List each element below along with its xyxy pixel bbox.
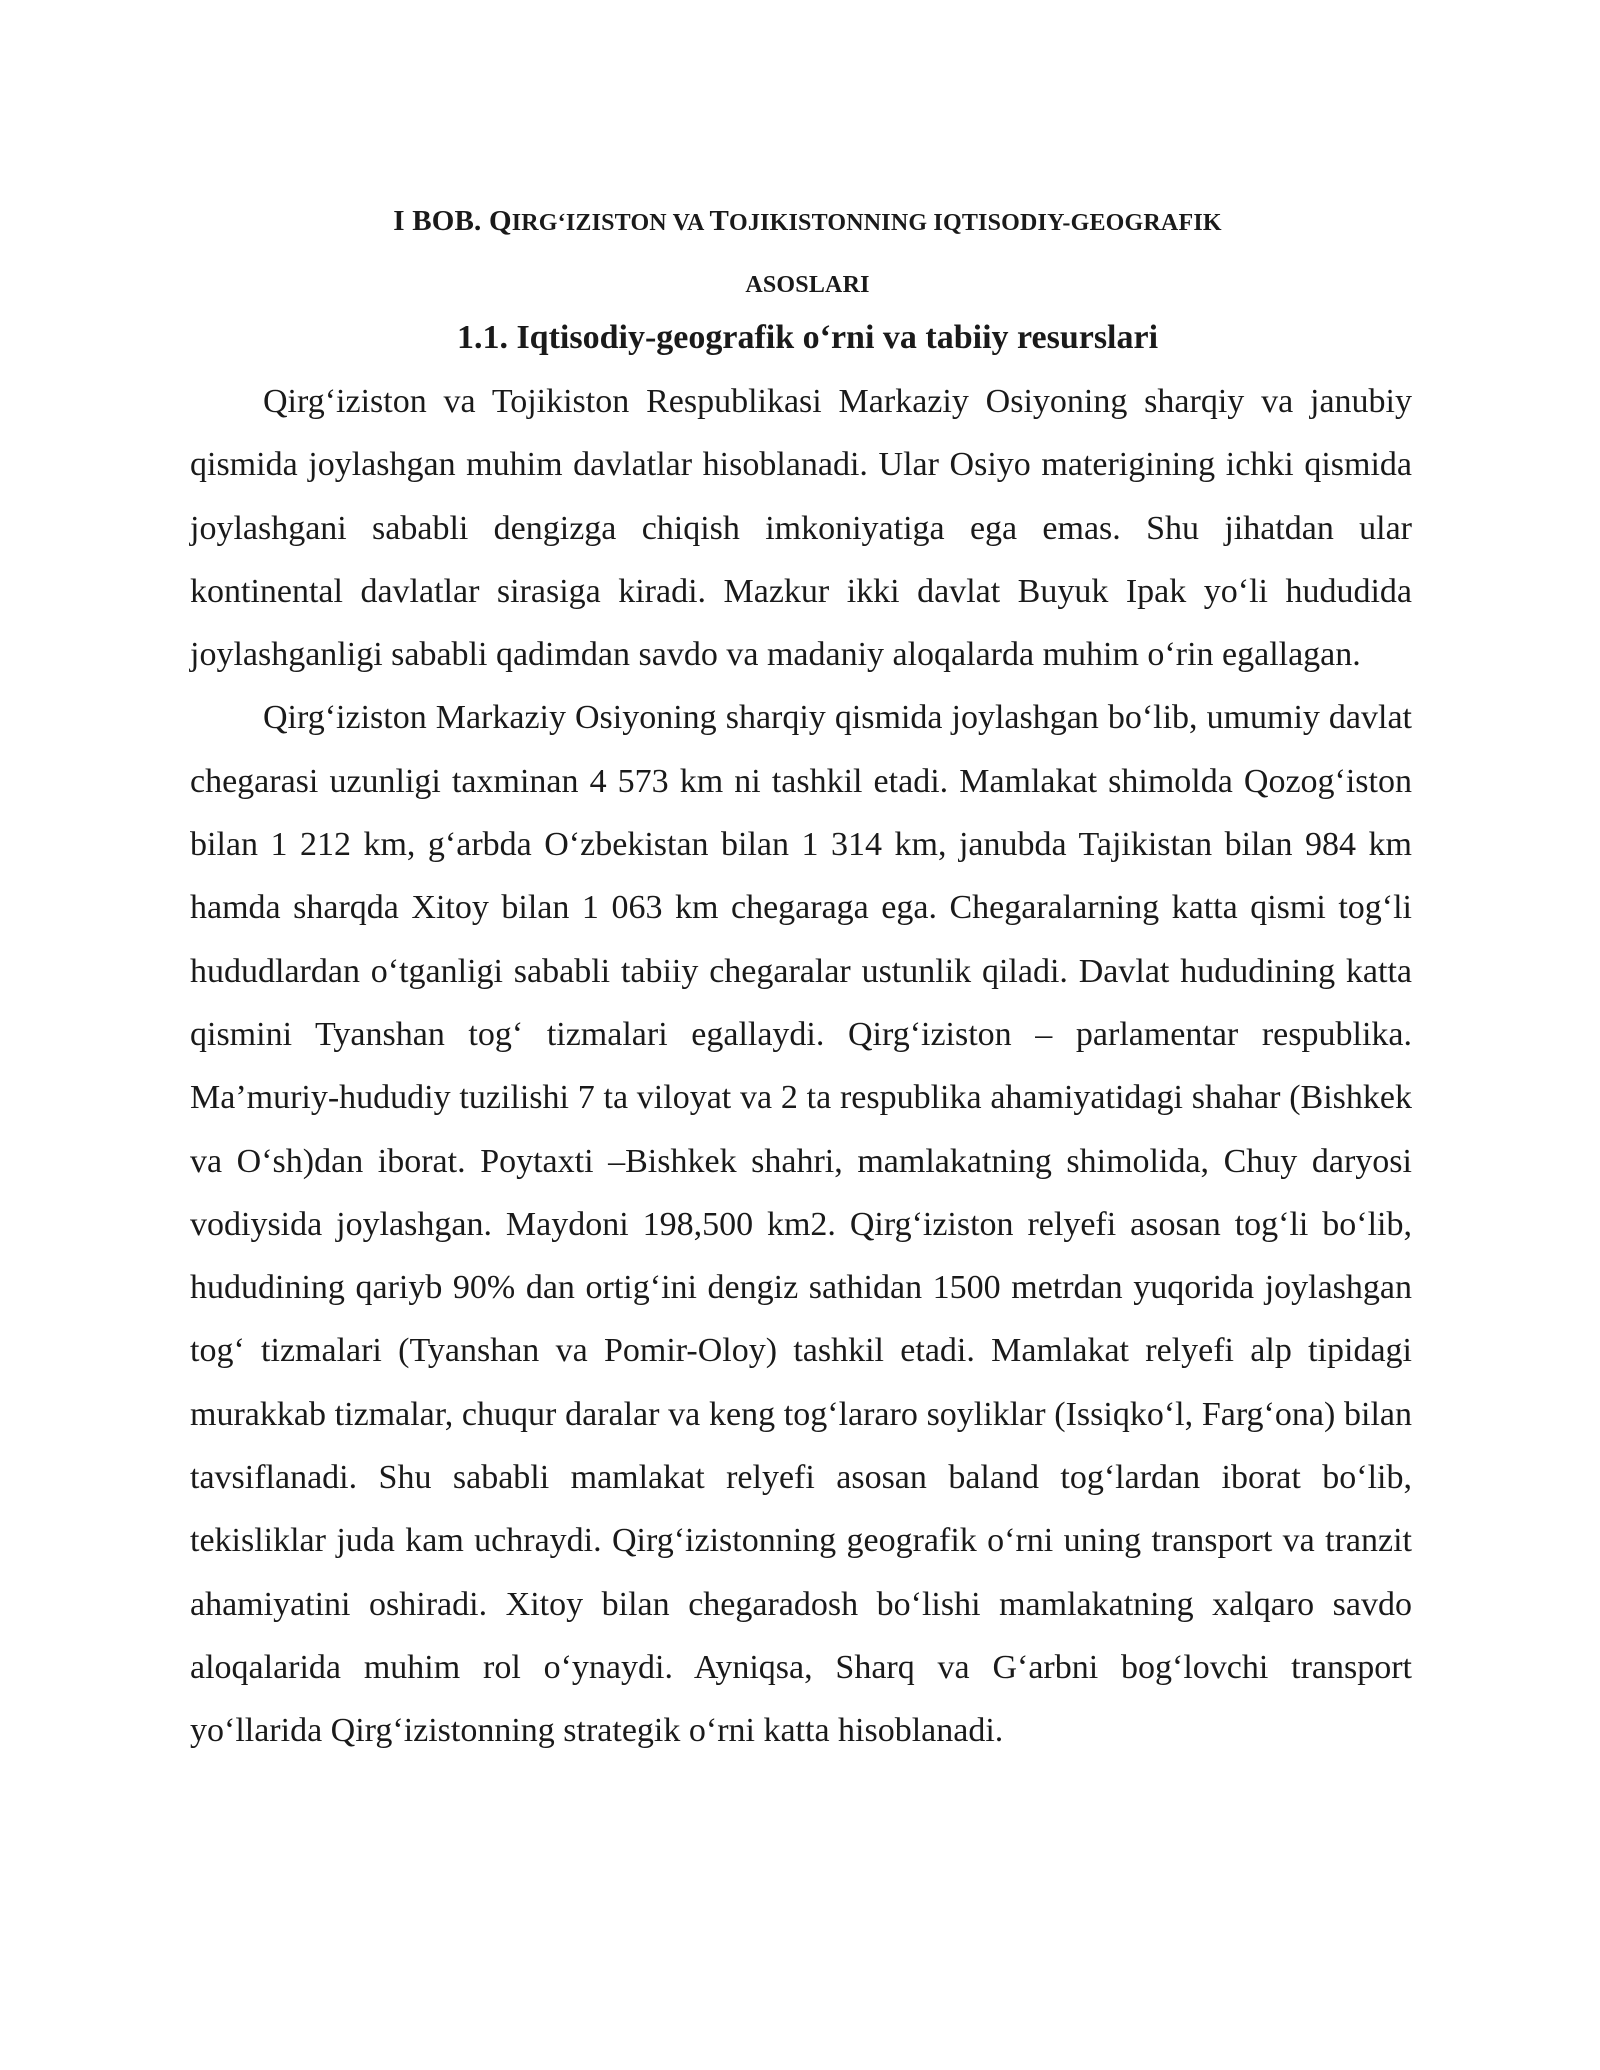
chapter-title-t: T: [709, 205, 730, 237]
chapter-title-line-2: ASOSLARI: [745, 272, 870, 298]
paragraph-1: Qirg‘iziston va Tojikiston Respublikasi Markaziy Osiyoning sharqiy va janubiy qismida joylashgan muhim davlatlar hisoblanadi. Ular Osiyo materigining ichki qismida joylashgani sababli dengizga chiqish imkoniyatiga ega emas. Shu jihatdan ular kontinental davlatlar sirasiga kiradi. Mazkur ikki davlat Buyuk Ipak yo‘li hududida joylashganligi sababli qadimdan savdo va madaniy aloqalarda muhim o‘rin egallagan.: [190, 383, 1412, 674]
chapter-title-smallcaps-1: IRG‘IZISTON VA: [511, 210, 710, 236]
chapter-title-smallcaps-2: OJIKISTONNING IQTISODIY-GEOGRAFIK: [729, 210, 1222, 236]
paragraph-2: Qirg‘iziston Markaziy Osiyoning sharqiy qismida joylashgan bo‘lib, umumiy davlat chegarasi uzunligi taxminan 4 573 km ni tashkil etadi. Mamlakat shimolda Qozog‘iston bilan 1 212 km, g‘arbda O‘zbekistan bilan 1 314 km, janubda Tajikistan bilan 984 km hamda sharqda Xitoy bilan 1 063 km chegaraga ega. Chegaralarning katta qismi tog‘li hududlardan o‘tganligi sababli tabiiy chegaralar ustunlik qiladi. Davlat hududining katta qismini Tyanshan tog‘ tizmalari egallaydi. Qirg‘iziston – parlamentar respublika. Ma’muriy-hududiy tuzilishi 7 ta viloyat va 2 ta respublika ahamiyatidagi shahar (Bishkek va O‘sh)dan iborat. Poytaxti –Bishkek shahri, mamlakatning shimolida, Chuy daryosi vodiysida joylashgan. Maydoni 198,500 km2. Qirg‘iziston relyefi asosan tog‘li bo‘lib, hududining qariyb 90% dan ortig‘ini dengiz sathidan 1500 metrdan yuqorida joylashgan tog‘ tizmalari (Tyanshan va Pomir-Oloy) tashkil etadi. Mamlakat relyefi alp tipidagi murakkab tizmalar, chuqur daralar va keng tog‘lararo soyliklar (Issiqko‘l, Farg‘ona) bilan tavsiflanadi. Shu sababli mamlakat relyefi asosan baland tog‘lardan iborat bo‘lib, tekisliklar juda kam uchraydi. Qirg‘izistonning geografik o‘rni uning transport va tranzit ahamiyatini oshiradi. Xitoy bilan chegaradosh bo‘lishi mamlakatning xalqaro savdo aloqalarida muhim rol o‘ynaydi. Ayniqsa, Sharq va G‘arbni bog‘lovchi transport yo‘llarida Qirg‘izistonning strategik o‘rni katta hisoblanadi.: [190, 699, 1412, 1750]
section-title: 1.1. Iqtisodiy-geografik o‘rni va tabiiy resurslari: [456, 319, 1159, 356]
chapter-title: [190, 190, 1425, 316]
body-text: [190, 370, 1412, 1763]
chapter-title-line-1: [190, 190, 1425, 254]
chapter-title-prefix: I BOB. Q: [393, 205, 512, 237]
